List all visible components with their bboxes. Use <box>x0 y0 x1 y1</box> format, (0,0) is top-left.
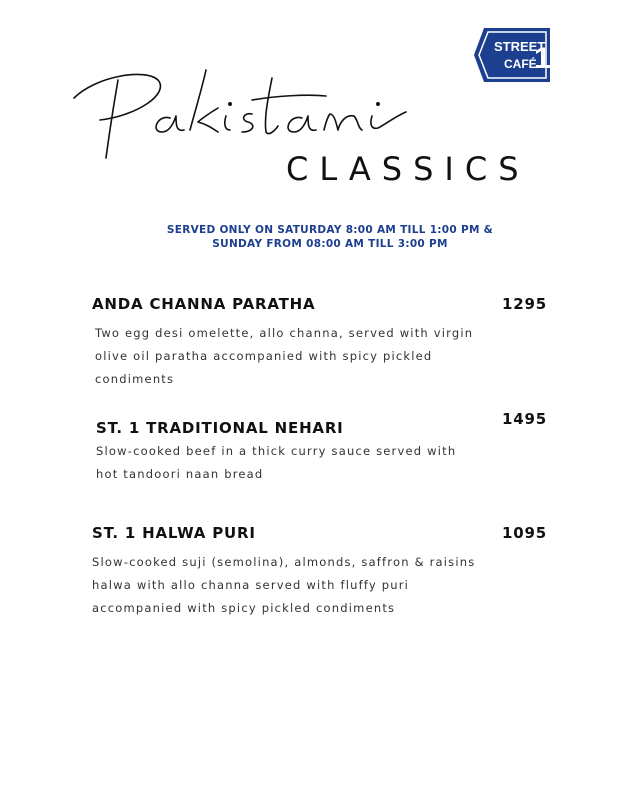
menu-item-description-line: olive oil paratha accompanied with spicy pickled <box>95 349 433 363</box>
page-title: CLASSICS <box>286 150 530 188</box>
menu-item-name: ANDA CHANNA PARATHA <box>92 295 316 313</box>
street-1-cafe-logo <box>474 26 552 84</box>
logo-line1: STREET <box>494 39 546 54</box>
menu-item-description-line: Two egg desi omelette, allo channa, served with virgin <box>95 326 474 340</box>
logo-line2: CAFÉ <box>504 57 537 71</box>
menu-item-description-line: halwa with allo channa served with fluffy puri <box>92 578 410 592</box>
menu-item-price: 1295 <box>502 295 547 313</box>
logo-number: 1 <box>534 42 551 75</box>
menu-item-price: 1495 <box>502 410 547 428</box>
menu-item-description <box>92 551 475 620</box>
menu-item-description-line: condiments <box>95 372 175 386</box>
logo-badge-icon <box>474 26 552 84</box>
menu-item-description-line: accompanied with spicy pickled condiments <box>92 601 396 615</box>
menu-item-description <box>96 440 456 486</box>
menu-item-description-line: Slow-cooked suji (semolina), almonds, saffron & raisins <box>92 555 476 569</box>
menu-item-description-line: Slow-cooked beef in a thick curry sauce served with <box>96 444 457 458</box>
menu-item-description <box>95 322 473 391</box>
menu-item-name: ST. 1 TRADITIONAL NEHARI <box>96 419 344 437</box>
serving-hours-notice <box>140 223 520 251</box>
serving-hours-line1: SERVED ONLY ON SATURDAY 8:00 AM TILL 1:00 PM & <box>166 224 494 236</box>
menu-item-name: ST. 1 HALWA PURI <box>92 524 256 542</box>
menu-item-description-line: hot tandoori naan bread <box>96 467 264 481</box>
serving-hours-line2: SUNDAY FROM 08:00 AM TILL 3:00 PM <box>212 238 448 250</box>
menu-item-price: 1095 <box>502 524 547 542</box>
